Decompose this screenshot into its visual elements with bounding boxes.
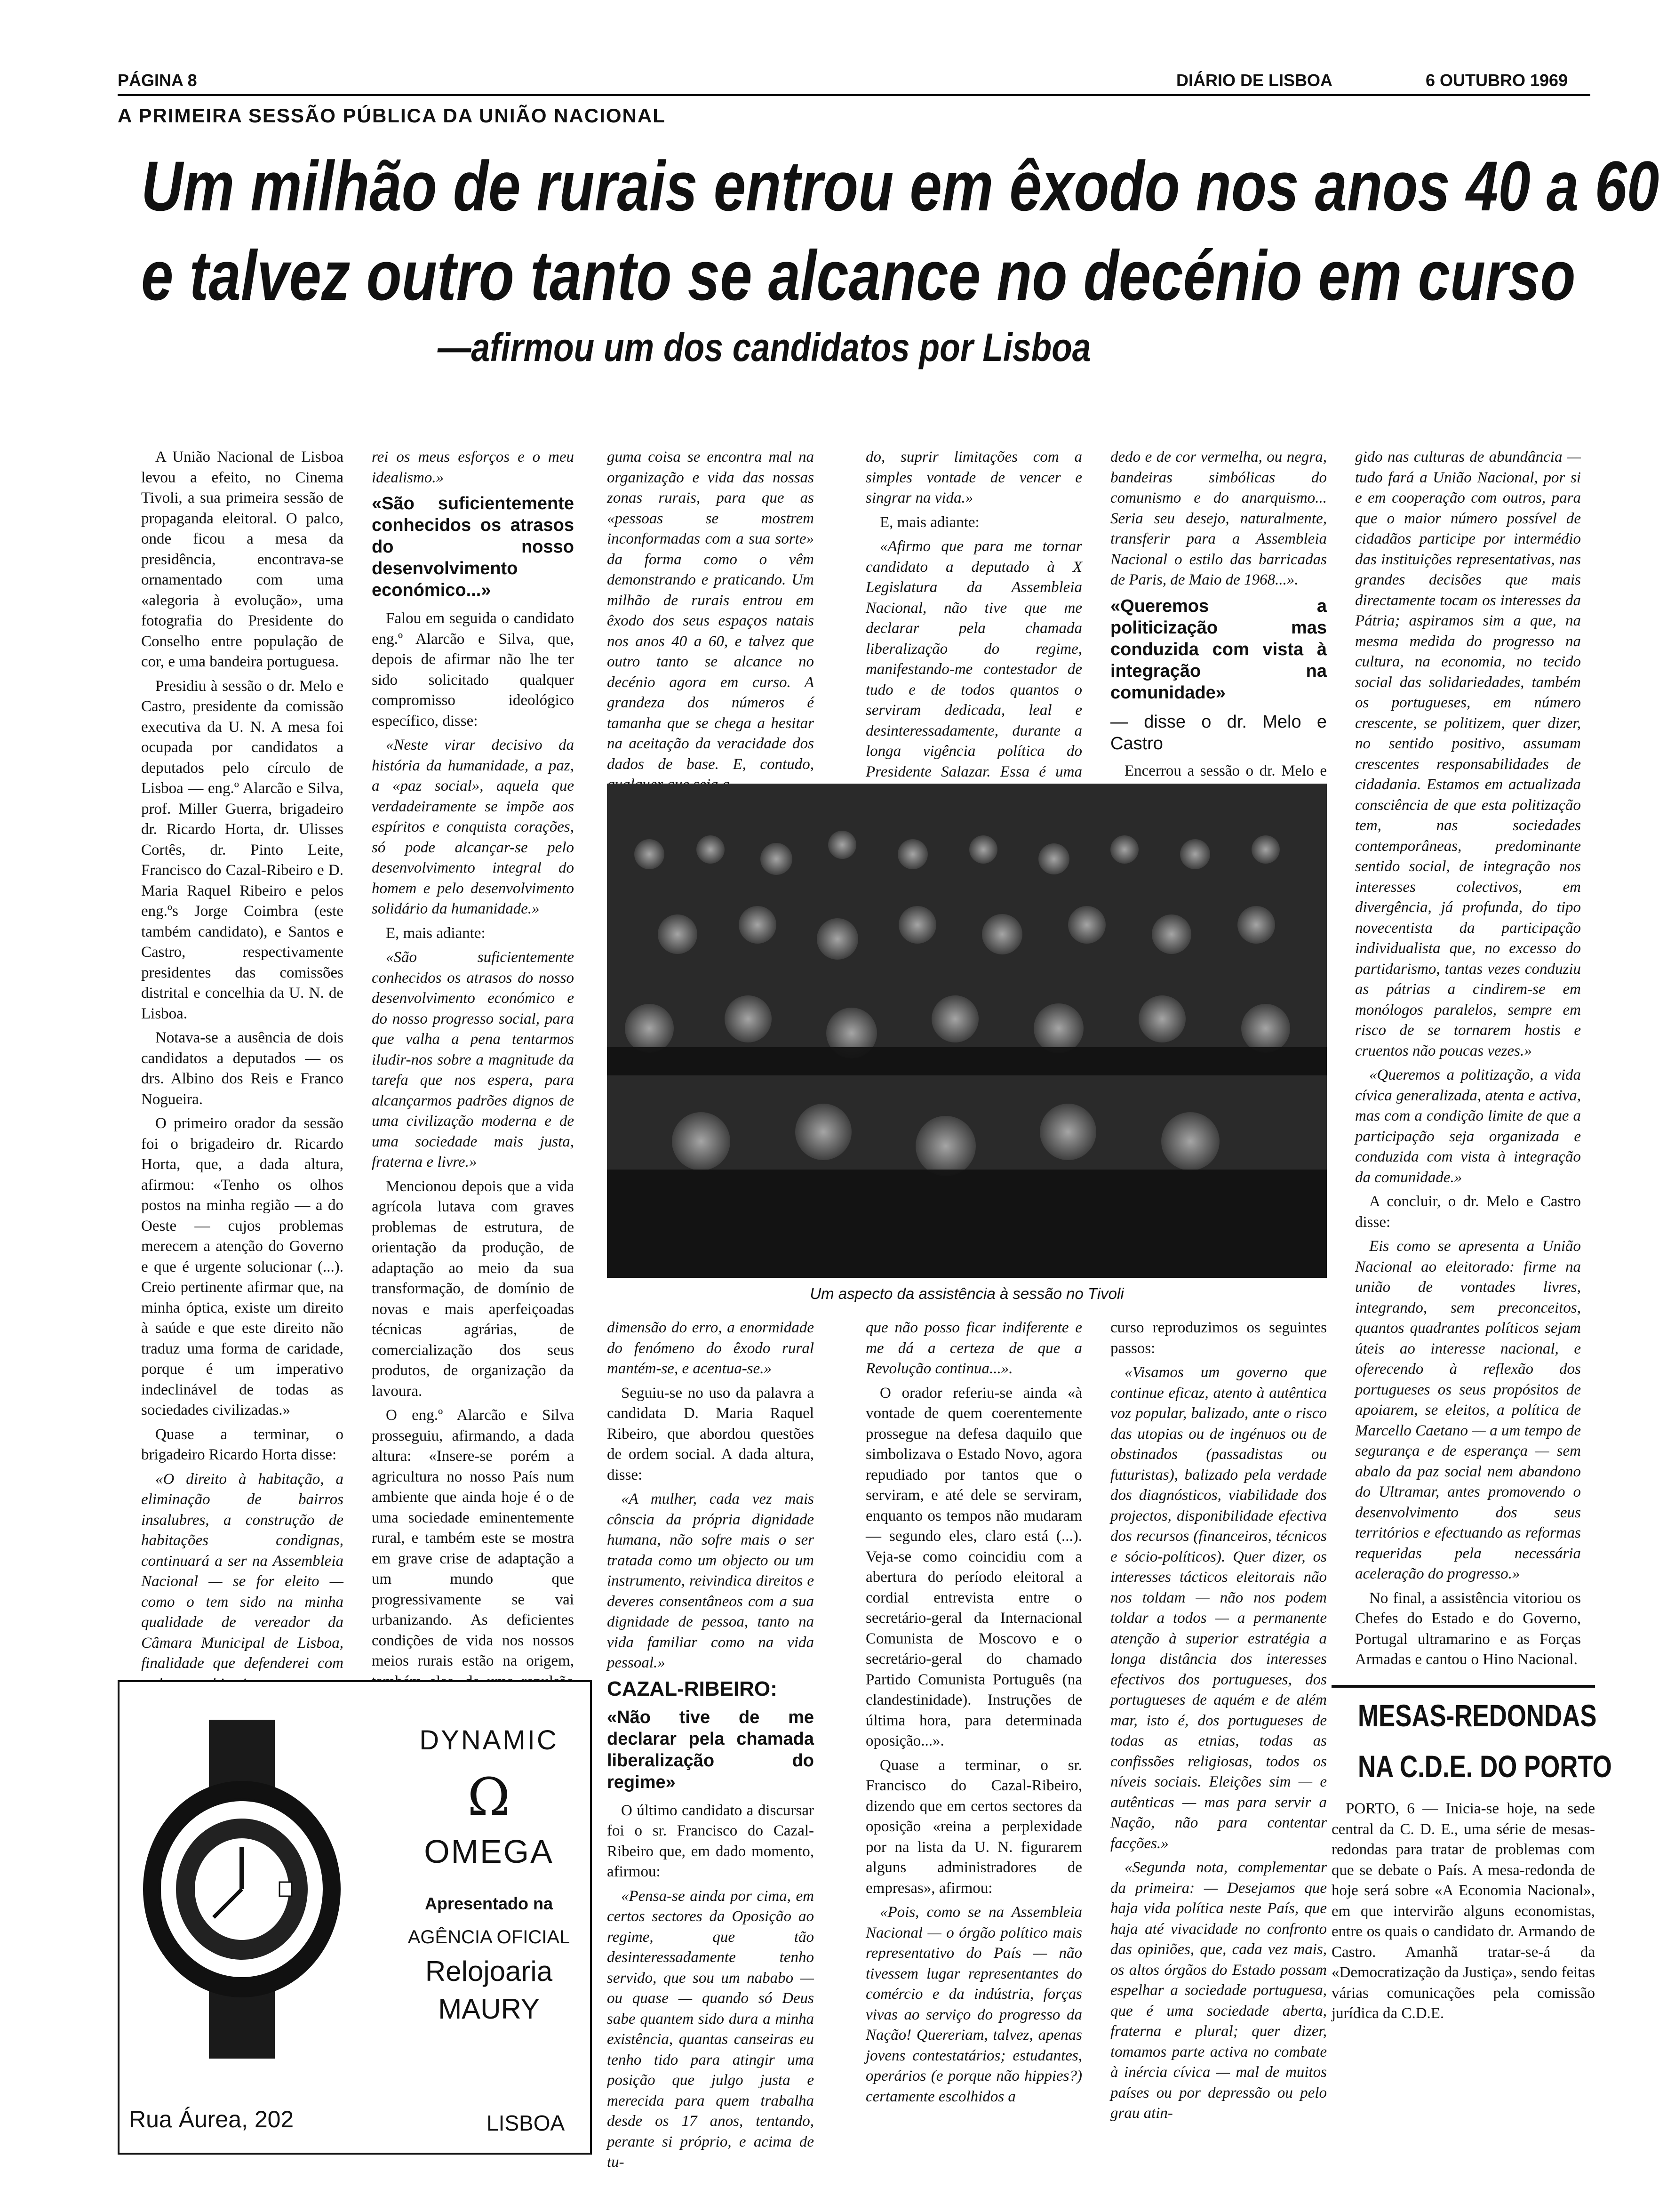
quote-paragraph: «Pensa-se ainda por cima, em certos sectores da Oposição ao regime, que tão desinteressadamente tenho servido, que sou um nababo — ou quase — quando só Deus sabe quantem sido dura a minha existência, quantas canseiras eu tenho tido para atingir uma posição que julgo justa e merecida para quem trabalha desde os 17 anos, tentando, perante si próprio, e acima de tu- [607,1887,814,2171]
section-heading: «Queremos a politicização mas conduzida com vista à integração na comunidade» [1110,596,1327,703]
quote-paragraph: «Neste virar decisivo da história da humanidade, a paz, a «paz social», aquela que verdadeiramente se impõe aos espíritos e conquista corações, só pode alcançar-se pelo desenvolvimento integral do homem e pelo desenvolvimento solidário da humanidade.» [372,737,574,917]
paragraph: guma coisa se encontra mal na organização e vida das nossas zonas rurais, para que as «pessoas se mostrem inconformadas com a sua sorte» da forma como o vêm demonstrando e praticando. Um milhão de rurais entrou em êxodo dos seus espaços natais nos anos 40 a 60, e talvez que outro tanto se alcance no decénio agora em curso. A grandeza dos números é tamanha que se chega a hesitar na aceitação da veracidade dos dados de base. E, contudo, [607,449,814,773]
ad-brand: OMEGA [424,1833,554,1870]
mesas-redondas-article [1332,1685,1612,2166]
article-column-1 [141,447,343,1672]
watch-icon [138,1720,345,2059]
ad-city: LISBOA [487,2111,565,2135]
headline-line-1: Um milhão de rurais entrou em êxodo nos anos 40 a 60 [141,146,1659,225]
mesas-title-line-2: NA C.D.E. DO PORTO [1358,1749,1612,1784]
photo-caption: Um aspecto da assistência à sessão no Tivoli [810,1285,1124,1302]
paragraph: Mencionou depois que a vida agrícola lutava com graves problemas de estrutura, de orientação da produção, de adaptação ao meio da sua transformação, de domínio de novas e mais aperfeiçoadas técnicas agrárias, de comercialização dos seus produtos, de organização da lavoura. [372,1178,574,1400]
article-column-4-bottom [866,1318,1082,2188]
ad-line-2: AGÊNCIA OFICIAL [407,1927,570,1948]
paragraph: O último candidato a discursar foi o sr. Francisco do Cazal-Ribeiro que, em dado momento, afirmou: [607,1802,814,1880]
paragraph: Presidiu à sessão o dr. Melo e Castro, presidente da comissão executiva da U. N. A mesa foi ocupada por candidatos a deputados pelo círculo de Lisboa — eng.º Alarcão e Silva, prof. Miller Guerra, brigadeiro dr. Ricardo Horta, dr. Ulisses Cortês, dr. Pinto Leite, Francisco do Cazal-Ribeiro e D. Maria Raquel Ribeiro e pelos eng.ºs Jorge Coimbra (este também candidato), e Santos e Castro, respectivamente presidentes das comissões distrital e concelhia da U. N. de Lisboa. [141,677,343,1022]
paragraph: Falou em seguida o candidato eng.º Alarcão e Silva, que, depois de afirmar não lhe ter sido solicitado qualquer compromisso ideológico específico, disse: [372,610,574,729]
paragraph: O eng.º Alarcão e Silva prosseguiu, afirmando, a dada altura: «Insere-se porém a agricultura no nosso País num ambiente que ainda hoje é o de uma sociedade eminentemente rural, e também este se mostra em grave crise de adaptação a um mundo que progressivamente se vai urbanizando. As deficientes condições de vida nos nossos meios rurais estão na origem, [372,1407,574,1669]
quote-paragraph: «São suficientemente conhecidos os atrasos do nosso desenvolvimento económico e do nosso progresso social, para que valha a pena tentarmos iludir-nos sobre a magnitude da tarefa que nos espera, para alcançarmos padrões dignos de uma civilização moderna e de uma sociedade mais justa, fraterna e livre.» [372,949,574,1170]
paragraph: dedo e de cor vermelha, ou negra, bandeiras simbólicas do comunismo e do anarquismo... Seria seu desejo, naturalmente, transferir para a Assembleia Nacional o estilo das barricadas de Paris, de Maio de 1968...». [1110,449,1327,588]
paragraph: O primeiro orador da sessão foi o brigadeiro dr. Ricardo Horta, que, a dada altura, afirmou: «Tenho os olhos postos na minha região — a do Oeste — cujos problemas merecem a atenção do Governo e que é urgente solucionar (...). Creio pertinente afirmar que, na minha óptica, existe um direito à saúde e que este direito não traduz uma forma de caridade, porque é um imperativo indeclinável de todas as sociedades civilizadas.» [141,1115,343,1419]
paragraph: E, mais adiante: [880,513,980,531]
paragraph: O orador referiu-se ainda «à vontade de quem coerentemente prossegue na defesa daquilo que simbolizava o Estado Novo, agora repudiado por tantos que o serviram, e até dele se serviram, enquanto os tempos não mudaram — segundo eles, claro está (...). Veja-se como coincidiu com a abertura do período eleitoral a cordial entrevista entre o secretário-geral da Internacional Comunista de Moscovo e o secretário-geral do chamado Partido Comunista Português (na clandestinidade). Instruções de última hora, para determinada oposição...». [866,1384,1082,1749]
issue-date: 6 OUTUBRO 1969 [1426,71,1568,90]
paragraph: Quase a terminar, o brigadeiro Ricardo Horta disse: [141,1426,343,1463]
audience-photo [607,784,1327,1278]
paragraph: Quase a terminar, o sr. Francisco do Cazal-Ribeiro, dizendo que em certos sectores da oposição «reina a perplexidade por na lista da U. N. figurarem alguns administradores de empresas», afirmou: [866,1756,1082,1897]
paragraph: E, mais adiante: [386,924,486,942]
ad-line-1: Apresentado na [424,1894,553,1913]
paragraph: PORTO, 6 — Inicia-se hoje, na sede central da C. D. E., uma série de mesas-redondas para tratar de problemas com que se debate o País. A mesa-redonda de hoje será sobre «A Economia Nacional», em que intervirão alguns economistas, entre os quais o candidato dr. Armando de Castro. Amanhã tratar-se-á da «Democratização da Justiça», sendo feitas várias comunicações pela comissão jurídica da C.D.E. [1332,1800,1595,2022]
article-column-4-top [866,447,1082,780]
speaker-attribution: — disse o dr. Melo e Castro [1110,712,1327,753]
ad-address: Rua Áurea, 202 [129,2106,294,2132]
mesas-title-line-1: MESAS-REDONDAS [1358,1698,1597,1733]
quote-paragraph: «A mulher, cada vez mais cônscia da própria dignidade humana, não sofre mais o ser tratada como um objecto ou um instrumento, reivindica direitos e deveres consentâneos com a sua dignidade de pessoa, tanto na vida familiar como na vida pessoal.» [607,1491,814,1671]
article-column-5-bottom [1110,1318,1327,2188]
paragraph: Notava-se a ausência de dois candidatos a deputados — os drs. Albino dos Reis e Franco Nogueira. [141,1029,343,1108]
audience-photo-image [607,784,1327,1278]
paragraph: curso reproduzimos os seguintes passos: [1110,1319,1327,1357]
headline-line-2: e talvez outro tanto se alcance no decénio em curso [141,236,1576,315]
paragraph: rei os meus esforços e o meu idealismo.» [372,449,574,486]
quote-paragraph: «Visamos um governo que continue eficaz, atento à autêntica voz popular, balizado, ante o risco das utopias ou de ingénuos ou de obstinados (passadistas ou futuristas), balizado pela verdade dos diagnósticos, viabilidade dos projectos, disponibilidade efectiva dos recursos (financeiros, técnicos e sócio-políticos). Quer dizer, os interesses tácticos eleitorais não nos toldam — não nos podem toldar a todos — a permanente atenção à superior estratégia a longa distância dos interesses efectivos dos portugueses, dos portugueses de aquém e de além mar, isto é, dos portugueses de todas as etnias, todas as confissões religiosas, todos os níveis sociais. Eleições sim — e autênticas — mas para servir a Nação, não para contentar facções.» [1110,1364,1327,1852]
paragraph: Seguiu-se no uso da palavra a candidata D. Maria Raquel Ribeiro, que abordou questões de ordem social. A dada altura, disse: [607,1384,814,1483]
paragraph: que não posso ficar indiferente e me dá a certeza de que a Revolução continua...». [866,1319,1082,1377]
paragraph: do, suprir limitações com a simples vontade de vencer e singrar na vida.» [866,449,1082,506]
section-subheading: «Não tive de me declarar pela chamada liberalização do regime» [607,1707,814,1792]
paragraph: A União Nacional de Lisboa levou a efeito, no Cinema Tivoli, a sua primeira sessão de propaganda eleitoral. O palco, onde ficou a mesa da presidência, encontrava-se ornamentado com uma «alegoria à evolução», uma fotografia do Presidente do Conselho entre população de cor, e uma bandeira portuguesa. [141,449,343,670]
ad-dynamic: DYNAMIC [419,1725,558,1755]
paragraph: A concluir, o dr. Melo e Castro disse: [1355,1193,1581,1231]
quote-paragraph: «Segunda nota, complementar da primeira: — Desejamos que haja vida política neste País, que haja até vivacidade no confronto das opiniões, que, cada vez mais, os altos órgãos do Estado possam espelhar a sociedade portuguesa, que é uma sociedade aberta, fraterna e plural; quer dizer, tomamos parte activa no combate à inércia cívica — mal de muitos países ou por depressão ou pelo grau atin- [1110,1859,1327,2122]
paragraph: dimensão do erro, a enormidade do fenómeno do êxodo rural mantém-se, e acentua-se.» [607,1319,814,1377]
quote-paragraph: «Queremos a politização, a vida cívica generalizada, atenta e activa, mas com a condição limite de que a participação seja organizada e conduzida com vista à integração da comunidade.» [1355,1066,1581,1186]
headline-subtitle: —afirmou um dos candidatos por Lisboa [438,325,1091,369]
quote-paragraph: «Afirmo que para me tornar candidato a deputado à X Legislatura da Assembleia Nacional, não tive que me declarar pela chamada liberalização do regime, manifestando-me contestador de tudo e de todos quantos o serviram dedicada, leal e desinteressadamente, durante a longa vigência política do Presidente Salazar. Essa é uma [866,538,1082,780]
quote-paragraph: Eis como se apresenta a União Nacional ao eleitorado: firme na união de vontades livres, integrando, sem preconceitos, quantos quadrantes políticos sejam úteis ao interesse nacional, e oferecendo à reflexão dos portugueses os seus propósitos de apoiarem, se eleitos, a política de Marcello Caetano — a um tempo de segurança e de esperança — sem abalo da paz social nem abandono do Ultramar, antes promovendo o desenvolvimento dos seus territórios e efectuando as reformas requeridas pela necessária aceleração do progresso.» [1355,1238,1581,1582]
page-number: PÁGINA 8 [118,71,197,90]
omega-logo-icon: Ω [467,1767,510,1827]
section-heading: CAZAL-RIBEIRO: [607,1677,777,1700]
article-column-3-top [607,447,814,772]
ad-line-4: MAURY [438,1993,540,2025]
section-heading: «São suficientemente conhecidos os atrasos do nosso desenvolvimento económico...» [372,494,574,600]
article-column-2 [372,447,574,1669]
kicker: A PRIMEIRA SESSÃO PÚBLICA DA UNIÃO NACIONAL [118,104,666,127]
ad-line-3: Relojoaria [425,1956,553,1987]
article-column-6 [1355,447,1581,1668]
quote-paragraph: «O direito à habitação, a eliminação de bairros insalubres, a construção de habitações condignas, continuará a ser na Assembleia Nacional — se for eleito — como o tem sido na minha qualidade de vereador da Câmara Municipal de Lisboa, finalidade que defenderei com [141,1470,343,1672]
quote-paragraph: «Pois, como se na Assembleia Nacional — o órgão político mais representativo do País — não tivessem lugar representantes do comércio e da indústria, forças vivas ao serviço do progresso da Nação! Quereriam, talvez, apenas jovens contestatários; estudantes, operários (e porque não hippies?) certamente escolhidos a [866,1904,1082,2105]
paragraph: gido nas culturas de abundância — tudo fará a União Nacional, por si e em cooperação com outros, para que o maior número possível de cidadãos participe por intermédio das instituições representativas, nas grandes decisões que mais directamente tocam os interesses da Pátria; aspiramos sim a que, na mesma medida do progresso na cultura, na economia, no tecido social das solidariedades, também os portugueses, em número crescente, se politizem, quer dizer, no sentido positivo, assumam crescentes responsabilidades de cidadania. Estamos em actualizada consciência de que esta politização tem, nas sociedades contemporâneas, predominante sentido social, de integração nos interesses colectivos, em divergência, já profunda, do tipo novecentista da participação individualista que, no excesso do partidarismo, tantas vezes conduziu as pátrias a cindirem-se em monólogos paralelos, sempre em risco de se tornarem hostis e cruentos não poucas vezes.» [1355,449,1581,1059]
article-column-3-bottom [607,1318,814,2188]
paragraph: Encerrou a sessão o dr. Melo e [1125,762,1327,779]
newspaper-name: DIÁRIO DE LISBOA [1176,71,1333,90]
mesas-body [1332,1799,1595,2166]
article-column-5-top [1110,447,1327,779]
omega-advertisement [118,1680,592,2155]
paragraph: No final, a assistência vitoriou os Chefes do Estado e do Governo, Portugal ultramarino e as Forças Armadas e cantou o Hino Nacional. [1355,1589,1581,1668]
masthead [118,71,1590,96]
